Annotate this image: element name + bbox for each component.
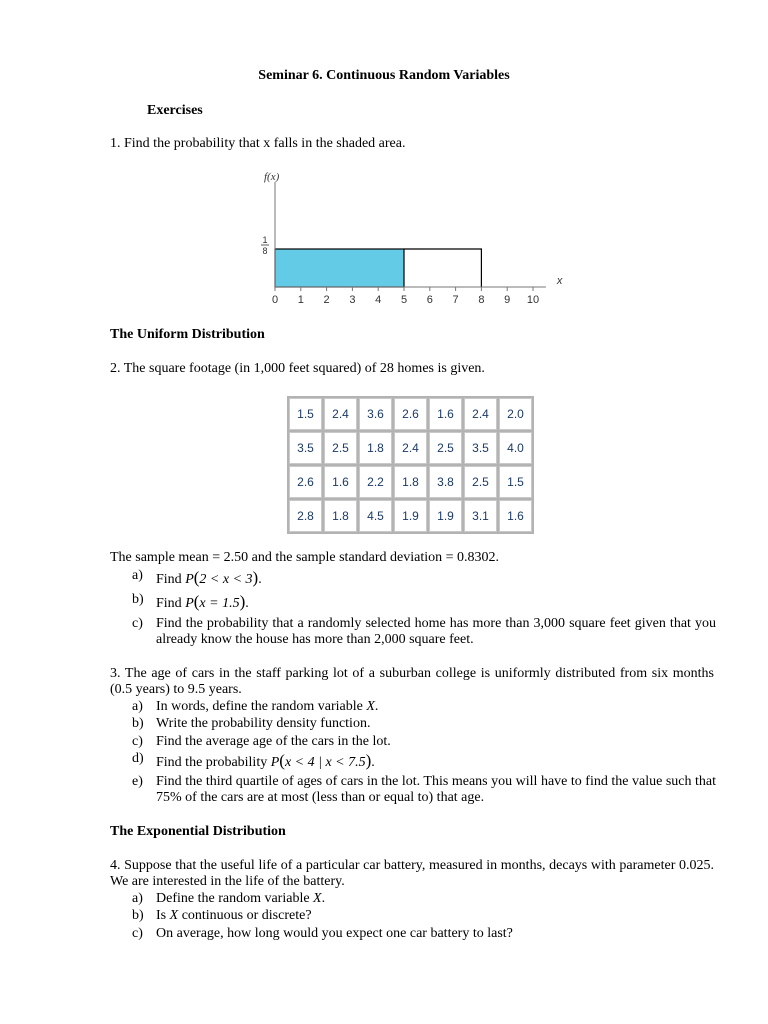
probability-symbol: P	[185, 596, 194, 611]
question-1-text	[110, 136, 405, 152]
table-cell: 1.8	[359, 432, 392, 464]
table-cell: 2.4	[324, 398, 357, 430]
question-2a-label: a)	[132, 568, 143, 583]
period: .	[245, 596, 249, 611]
question-3b-label: b)	[132, 716, 144, 731]
table-cell: 1.6	[429, 398, 462, 430]
table-cell: 2.5	[464, 466, 497, 498]
question-3a-body: In words, define the random variable	[156, 699, 363, 714]
table-cell: 1.6	[324, 466, 357, 498]
table-cell: 4.5	[359, 500, 392, 532]
table-cell: 1.5	[289, 398, 322, 430]
y-tick-denominator: 8	[262, 246, 268, 256]
period: .	[321, 891, 326, 906]
table-cell: 3.5	[464, 432, 497, 464]
x-tick-label: 1	[297, 294, 304, 306]
period: .	[258, 572, 262, 587]
x-tick-label: 8	[478, 294, 485, 306]
shaded-region	[275, 249, 404, 287]
question-2b-label: b)	[132, 592, 144, 607]
table-cell: 1.9	[394, 500, 427, 532]
question-4a-body: Define the random variable	[156, 891, 310, 906]
period: .	[371, 755, 375, 770]
question-4c-label: c)	[132, 926, 143, 941]
question-2c-label: c)	[132, 616, 143, 631]
x-tick-label: 9	[504, 294, 511, 306]
question-3b	[132, 716, 716, 734]
random-variable-symbol: X	[313, 891, 322, 906]
question-4b-label: b)	[132, 908, 144, 923]
question-3d-label: d)	[132, 751, 144, 766]
question-4c	[132, 926, 716, 944]
table-row	[289, 500, 532, 532]
table-cell: 3.5	[289, 432, 322, 464]
question-3d-expression: x < 4 | x < 7.5	[284, 755, 366, 770]
x-tick-label: 2	[323, 294, 330, 306]
x-tick-label: 10	[526, 294, 540, 306]
question-3c-label: c)	[132, 734, 143, 749]
question-4b-text	[156, 908, 312, 924]
question-2a-text	[156, 568, 262, 588]
question-4b	[132, 908, 716, 926]
question-2b-expression: x = 1.5	[199, 596, 240, 611]
question-2a-find: Find	[156, 572, 182, 587]
x-tick-label: 4	[375, 294, 382, 306]
close-paren: )	[252, 568, 259, 587]
question-4a	[132, 891, 716, 909]
probability-symbol: P	[185, 572, 194, 587]
open-paren: (	[193, 568, 200, 587]
question-2c-text: Find the probability that a randomly selected home has more than 3,000 square feet given that you already know the house has more than 2,000 square feet.	[156, 616, 716, 647]
table-cell: 2.8	[289, 500, 322, 532]
table-cell: 2.5	[429, 432, 462, 464]
table-cell: 1.8	[394, 466, 427, 498]
x-tick-label: 5	[400, 294, 408, 306]
question-3d	[132, 751, 716, 771]
question-3c	[132, 734, 716, 752]
question-2c	[132, 616, 716, 652]
probability-symbol: P	[270, 755, 280, 770]
uniform-density-chart	[255, 168, 575, 318]
table-cell: 2.2	[359, 466, 392, 498]
open-paren: (	[279, 751, 285, 770]
uniform-distribution-heading: The Uniform Distribution	[110, 327, 265, 342]
question-4b-pre: Is	[156, 908, 167, 923]
close-paren: )	[239, 592, 246, 611]
x-tick-label: 6	[426, 294, 433, 306]
question-4a-text	[156, 891, 325, 907]
question-2a-expression: 2 < x < 3	[199, 572, 253, 587]
question-2-text: 2. The square footage (in 1,000 feet squared) of 28 homes is given.	[110, 361, 485, 376]
table-cell: 1.9	[429, 500, 462, 532]
question-2-summary: The sample mean = 2.50 and the sample standard deviation = 0.8302.	[110, 550, 500, 565]
question-3a	[132, 699, 716, 717]
table-row	[289, 432, 532, 464]
question-2a	[132, 568, 732, 588]
question-3e	[132, 774, 716, 810]
table-cell: 1.5	[499, 466, 532, 498]
table-cell: 3.6	[359, 398, 392, 430]
table-row	[289, 398, 532, 430]
table-cell: 2.6	[289, 466, 322, 498]
table-cell: 2.5	[324, 432, 357, 464]
question-2b-find: Find	[156, 596, 182, 611]
question-3d-text	[156, 751, 375, 771]
question-4c-text: On average, how long would you expect one car battery to last?	[156, 926, 513, 941]
question-3c-text: Find the average age of the cars in the lot.	[156, 734, 391, 749]
table-cell: 2.4	[464, 398, 497, 430]
x-tick-label: 7	[452, 294, 459, 306]
random-variable-symbol: X	[366, 699, 375, 714]
period: .	[374, 699, 379, 714]
y-axis-label: f(x)	[264, 171, 280, 183]
table-cell: 2.4	[394, 432, 427, 464]
question-4a-label: a)	[132, 891, 143, 906]
question-4-text: 4. Suppose that the useful life of a particular car battery, measured in months, decays with parameter 0.025. We are interested in the life of the battery.	[110, 858, 714, 889]
question-3e-text: Find the third quartile of ages of cars in the lot. This means you will have to find the value such that 75% of the cars are at most (less than or equal to) that age.	[156, 774, 716, 805]
question-2b	[132, 592, 732, 612]
y-tick-numerator: 1	[262, 235, 268, 245]
square-footage-table	[287, 396, 534, 534]
question-3b-text: Write the probability density function.	[156, 716, 371, 731]
exercises-heading: Exercises	[147, 103, 203, 118]
question-4b-post: continuous or discrete?	[181, 908, 312, 923]
question-3a-label: a)	[132, 699, 143, 714]
table-cell: 3.1	[464, 500, 497, 532]
table-cell: 2.0	[499, 398, 532, 430]
question-3d-body: Find the probability	[156, 755, 268, 770]
random-variable-symbol: X	[169, 908, 179, 923]
table-cell: 2.6	[394, 398, 427, 430]
open-paren: (	[193, 592, 200, 611]
question-1-statement: 1. Find the probability that x falls in the shaded area.	[110, 136, 406, 151]
close-paren: )	[365, 751, 372, 770]
x-axis-label: x	[556, 275, 563, 287]
table-row	[289, 466, 532, 498]
density-outline	[404, 249, 481, 287]
question-3a-text	[156, 699, 378, 715]
x-tick-label: 3	[349, 294, 356, 306]
question-3e-label: e)	[132, 774, 143, 789]
x-tick-label: 0	[271, 294, 279, 306]
question-3-text: 3. The age of cars in the staff parking lot of a suburban college is uniformly distributed from six months (0.5 years) to 9.5 years.	[110, 666, 714, 697]
page-title: Seminar 6. Continuous Random Variables	[258, 68, 510, 83]
question-2b-text	[156, 592, 249, 612]
table-cell: 3.8	[429, 466, 462, 498]
table-cell: 1.8	[324, 500, 357, 532]
table-cell: 4.0	[499, 432, 532, 464]
table-cell: 1.6	[499, 500, 532, 532]
exponential-distribution-heading: The Exponential Distribution	[110, 824, 286, 839]
